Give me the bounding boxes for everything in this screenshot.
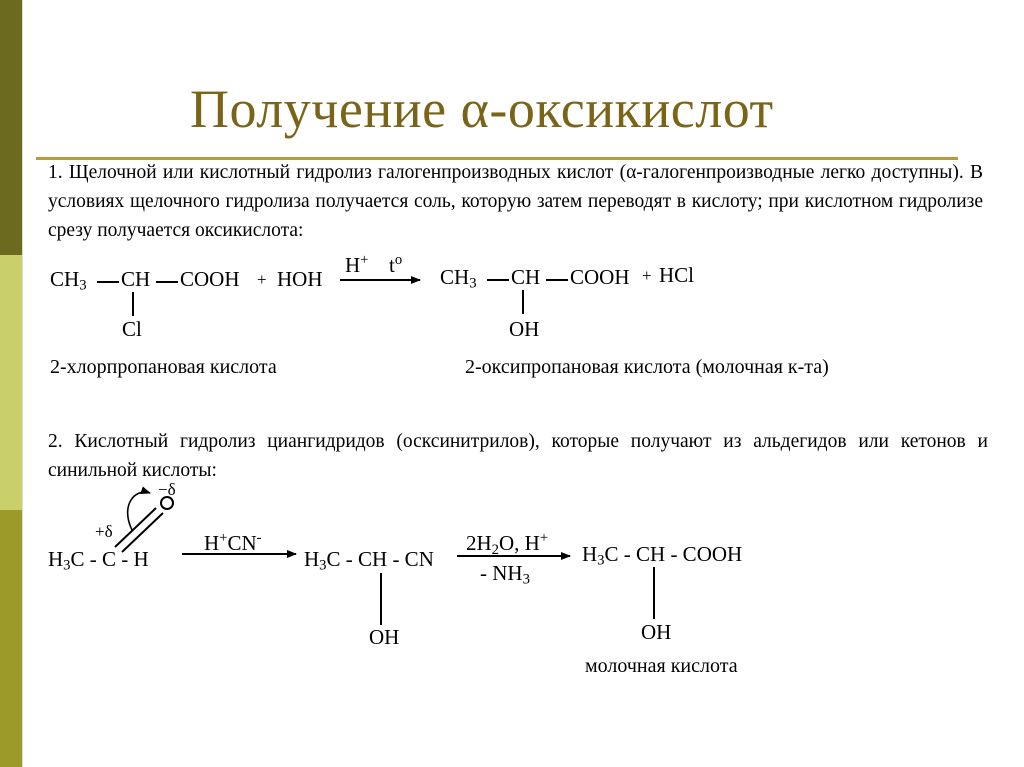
reaction2-aldehyde: $H_3C$ - C - H [48, 547, 149, 574]
reaction2-intermediate: $H_3C$ - CH - CN [304, 547, 434, 574]
reaction1-plus-1: + [257, 270, 267, 289]
reaction1-plus-2: + [642, 266, 652, 285]
reaction1-reactant-substituent: Cl [122, 317, 142, 341]
reaction1-product-cooh: COOH [570, 265, 630, 289]
reaction1-product-ch: CH [511, 265, 541, 289]
reaction1-condition-temp: $t^o$ [389, 252, 403, 278]
reaction2-product: $H_3C$ - CH - COOH [582, 542, 743, 569]
reaction2-condition-top: $2H_2O$, H+ [466, 530, 549, 558]
reaction1-caption-reactant: 2-хлорпропановая кислота [50, 356, 277, 378]
slide-title: Получение α-оксикислот [190, 79, 774, 139]
reaction1-reagent: HOH [277, 267, 323, 291]
reaction1-byproduct: HCl [659, 263, 695, 287]
reaction2-double-bond-1 [115, 508, 156, 547]
reaction1-reactant-cooh: COOH [180, 267, 240, 291]
reaction1-product-ch3: $CH_3$ [440, 265, 477, 292]
reaction1-caption-product: 2-оксипропановая кислота (молочная к-та) [465, 356, 829, 378]
reaction2-product-substituent: OH [641, 620, 672, 644]
reaction2-reagent: H+CN- [204, 530, 262, 556]
reaction2-oxygen-atom [161, 497, 173, 509]
reaction1-product-substituent: OH [509, 317, 540, 341]
reaction1-reactant-ch3: $CH_3$ [50, 267, 87, 294]
reaction2-caption-product: молочная кислота [585, 655, 738, 677]
reaction2-partial-positive: +δ [95, 522, 113, 541]
reaction1-condition-acid: H+ [345, 252, 369, 278]
reaction2-partial-negative: −δ [158, 480, 176, 499]
paragraph-method-1: 1. Щелочной или кислотный гидролиз галогенпроизводных кислот (α-галогенпроизводные легко доступны). В условиях щелочного гидролиза получается соль, которую затем переводят в кислоту; при кислотном гидролизе срезу получается оксикислота: [48, 162, 983, 241]
paragraph-method-2: 2. Кислотный гидролиз циангидридов (осксинитрилов), которые получают из альдегидов или кетонов и синильной кислоты: [48, 431, 988, 481]
reaction1-reactant-ch: CH [121, 267, 151, 291]
reaction2-intermediate-substituent: OH [369, 625, 400, 649]
reaction2-condition-bottom: - $NH_3$ [480, 561, 530, 588]
